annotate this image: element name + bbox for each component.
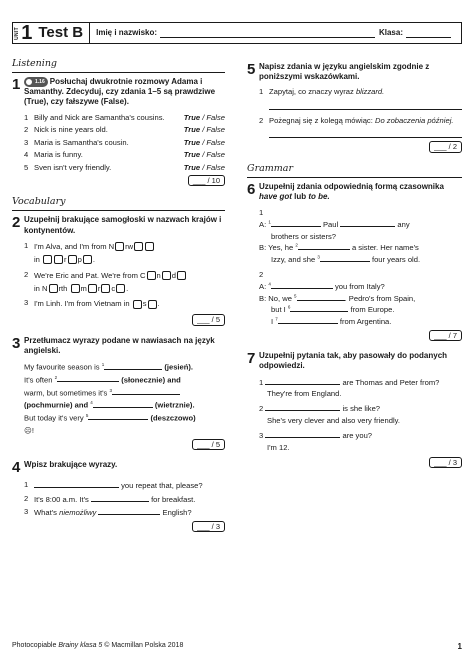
page-number: 1 (457, 642, 462, 651)
exercise-instruction: Uzupełnij pytania tak, aby pasowały do podanych odpowiedzi. (259, 351, 448, 371)
score-box: ___ / 3 (12, 521, 225, 532)
exercise-number: 5 (247, 61, 256, 78)
section-listening: Listening (12, 58, 225, 73)
letter-box[interactable] (49, 284, 58, 293)
answer-blank[interactable] (271, 281, 333, 289)
tf-list (12, 113, 225, 172)
answer-blank[interactable] (340, 219, 395, 227)
answer-blank[interactable] (34, 480, 119, 488)
letter-box[interactable] (68, 255, 77, 264)
list-item: 2 It's 8:00 a.m. It's for breakfast. (24, 493, 196, 504)
letter-box[interactable] (83, 255, 92, 264)
exercise-number: 6 (247, 180, 256, 198)
exercise-instruction: 1.16 Posłuchaj dwukrotnie rozmowy Adama i Samanthy. Zdecyduj, czy zdania 1–5 są prawdziwe (True), czy fałszywe (False). (24, 76, 216, 107)
name-field[interactable] (160, 29, 375, 38)
answer-blank[interactable] (265, 377, 340, 385)
exercise-instruction: Napisz zdania w języku angielskim zgodnie z poniższymi wskazówkami. (259, 62, 430, 82)
section-grammar: Grammar (247, 163, 462, 178)
sad-face-icon: ☹! (24, 425, 35, 435)
name-label: Imię i nazwisko: (96, 28, 158, 37)
letter-box[interactable] (133, 300, 142, 309)
list-item: 2 is she like? She's very clever and also very friendly. (259, 404, 400, 425)
translation-paragraph: My favourite season is $^1$ (jesień). It's often $^2$ (słonecznie) and warm, but sometimes it's $^3$ (pochmurnie) and $^4$ (wietrznie). But today it's very $^5$ (deszczowo) ☹! (24, 362, 196, 435)
letter-box[interactable] (43, 255, 52, 264)
table-row: 2 Nick is nine years old. True / False (24, 125, 225, 135)
answer-blank[interactable] (104, 362, 162, 370)
name-box (90, 22, 462, 44)
answer-line[interactable] (269, 100, 462, 110)
answer-blank[interactable] (265, 430, 340, 438)
list-item: 3 are you? I'm 12. (259, 431, 373, 452)
exercise-7-header (247, 351, 462, 371)
exercise-4-header (12, 460, 225, 475)
answer-blank[interactable] (278, 316, 338, 324)
dialogue-1: 1 A: $^1$ Paul any brothers or sisters? B: Yes, he $^2$ a sister. Her name's Izzy, and she $^3$ four years old. 2 A: $^4$ you from Italy? B: No, we $^5$ . Pedro's from Spain, but I $^6$ from Europe. I $^7$ from Argentina. (259, 208, 421, 327)
true-false-choice[interactable]: True / False (183, 125, 225, 135)
score-box: ___ / 2 (247, 141, 462, 152)
exercise-number: 3 (12, 334, 21, 352)
exercise-5-header (247, 62, 462, 82)
answer-blank[interactable] (290, 304, 348, 312)
true-false-choice[interactable]: True / False (183, 162, 225, 172)
class-label: Klasa: (378, 28, 403, 37)
exercise-number: 7 (247, 350, 256, 368)
list-item: 1 are Thomas and Peter from? They're from England. (259, 377, 440, 399)
table-row: 4 Maria is funny. True / False (24, 150, 225, 160)
letter-box[interactable] (145, 242, 154, 251)
true-false-choice[interactable]: True / False (183, 112, 225, 122)
audio-track-icon[interactable]: 1.16 (24, 77, 48, 87)
cd-icon (25, 78, 33, 86)
exercise-3-header (12, 336, 225, 356)
copyright: Photocopiable Brainy klasa 5 © Macmillan Polska 2018 (12, 642, 184, 649)
answer-blank[interactable] (265, 403, 340, 411)
page-header (12, 20, 462, 46)
true-false-choice[interactable]: True / False (183, 137, 225, 147)
answer-blank[interactable] (112, 387, 180, 395)
letter-box[interactable] (71, 284, 80, 293)
exercise-instruction: Wpisz brakujące wyrazy. (24, 460, 118, 470)
answer-blank[interactable] (88, 412, 148, 420)
exercise-2-header (12, 215, 225, 235)
list-item: 3 I'm Linh. I'm from Vietnam in s . (24, 298, 160, 309)
left-column (12, 58, 225, 542)
score-box: ___ / 7 (247, 330, 462, 341)
score-box: ___ / 3 (247, 457, 462, 468)
answer-blank[interactable] (298, 242, 350, 250)
unit-label: UNIT (14, 26, 20, 40)
letter-box[interactable] (162, 271, 171, 280)
letter-box[interactable] (101, 284, 110, 293)
letter-box[interactable] (115, 242, 124, 251)
right-column (247, 62, 462, 478)
answer-blank[interactable] (271, 219, 321, 227)
list-item: 1 Zapytaj, co znaczy wyraz blizzard. (259, 87, 385, 97)
letter-box[interactable] (54, 255, 63, 264)
table-row: 1 Billy and Nick are Samantha's cousins. True / False (24, 112, 225, 122)
exercise-number: 2 (12, 214, 21, 232)
section-vocabulary: Vocabulary (12, 196, 225, 211)
unit-box (12, 22, 90, 44)
answer-blank[interactable] (98, 507, 160, 515)
class-field[interactable] (406, 29, 451, 38)
letter-box[interactable] (116, 284, 125, 293)
table-row: 5 Sven isn't very friendly. True / False (24, 162, 225, 172)
exercise-instruction: Uzupełnij brakujące samogłoski w nazwach krajów i kontynentów. (24, 215, 222, 235)
score-box: ___ / 5 (12, 439, 225, 450)
table-row: 3 Maria is Samantha's cousin. True / False (24, 137, 225, 147)
letter-box[interactable] (147, 271, 156, 280)
answer-line[interactable] (269, 128, 462, 138)
answer-blank[interactable] (320, 254, 370, 262)
letter-box[interactable] (88, 284, 97, 293)
score-box: ___ / 10 (12, 175, 225, 186)
answer-blank[interactable] (57, 374, 119, 382)
answer-blank[interactable] (297, 293, 345, 301)
exercise-instruction: Przetłumacz wyrazy podane w nawiasach na język angielski. (24, 335, 215, 355)
letter-box[interactable] (134, 242, 143, 251)
list-item: 3 What's niemożliwy English? (24, 507, 192, 518)
unit-number: 1 (21, 22, 33, 44)
list-item: 1 I'm Alva, and I'm from N rw in r p . (12, 241, 225, 267)
exercise-6-header (247, 182, 462, 202)
exercise-number: 4 (12, 459, 21, 477)
true-false-choice[interactable]: True / False (183, 150, 225, 160)
exercise-number: 1 (12, 75, 21, 93)
exercise-1-header (12, 77, 225, 108)
exercise-instruction: Uzupełnij zdania odpowiednią formą czasownika have got lub to be. (259, 181, 444, 201)
score-box: ___ / 5 (12, 314, 225, 325)
list-item: 2 We're Eric and Pat. We're from C n d in N rth m r c . (12, 270, 225, 296)
list-item: 1 you repeat that, please? (24, 480, 203, 491)
list-item: 2 Pożegnaj się z kolegą mówiąc: Do zobaczenia później. (259, 115, 454, 125)
letter-box[interactable] (177, 271, 186, 280)
letter-box[interactable] (148, 300, 157, 309)
test-title: Test B (38, 23, 84, 41)
answer-blank[interactable] (91, 494, 149, 502)
page-footer (12, 642, 462, 652)
answer-blank[interactable] (93, 400, 153, 408)
